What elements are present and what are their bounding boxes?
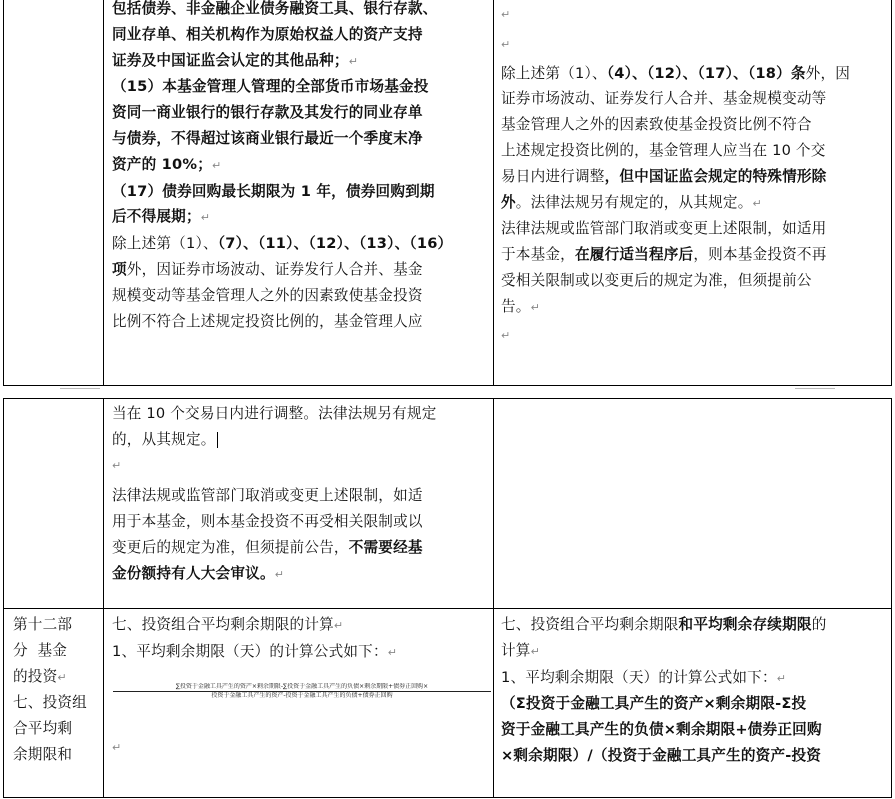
text-line: 法律法规或监管部门取消或变更上述限制，如适 (112, 487, 423, 505)
original-clause-text (112, 0, 490, 334)
paragraph-mark: ↵ (387, 645, 398, 659)
text-line: 与债券，不得超过该商业银行最近一个季度末净 (112, 129, 423, 147)
comparison-table-top (3, 0, 892, 386)
paragraph-mark: ↵ (530, 300, 541, 314)
page-break-separator (60, 386, 835, 398)
text-line: （17）债券回购最长期限为 1 年，债券回购到期 (112, 182, 435, 200)
paragraph-mark: ↵ (348, 54, 359, 68)
text-line: 资同一商业银行的银行存款及其发行的同业存单 (112, 104, 423, 122)
paragraph-mark: ↵ (112, 741, 122, 754)
text-line: 资产的 10%； (112, 155, 212, 173)
paragraph-mark: ↵ (501, 37, 511, 51)
original-clause-continued (112, 401, 490, 588)
paragraph-mark: ↵ (57, 670, 67, 684)
text-line: ，则本基金投资不再 (693, 246, 827, 264)
paragraph-mark: ↵ (200, 211, 211, 225)
paragraph-mark: ↵ (212, 158, 222, 172)
section-column (4, 0, 104, 385)
text-line-bold: ，但中国证监会规定的特殊情形除 (604, 167, 827, 185)
section-heading: 七、投资组合平均剩余期限的计算 (112, 616, 334, 633)
paragraph-mark: ↵ (501, 8, 511, 21)
text-line: 七、投资组 (13, 694, 87, 712)
text-line: 法律法规或监管部门取消或变更上述限制，如适用 (501, 220, 827, 238)
formula-image (113, 683, 491, 700)
section-heading: 七、投资组合平均剩余期限 (501, 616, 679, 633)
formula-line: ×剩余期限）/（投资于金融工具产生的资产-投资 (501, 746, 822, 764)
text-line: 于本基金， (501, 246, 575, 264)
text-line-bold: 项 (112, 260, 127, 278)
text-line: 的投资 (13, 667, 58, 685)
text-line: 规模变动等基金管理人之外的因素致使基金投资 (112, 286, 423, 304)
text-line: 。法律法规另有规定的，从其规定。 (515, 193, 753, 211)
formula-denominator: 投资于金融工具产生的资产-投资于金融工具产生的负债+债券正回购 (211, 692, 393, 699)
text-line: 变更后的规定为准，但须提前公告， (112, 538, 349, 556)
text-cursor (217, 432, 218, 448)
text-line: 余期限和 (13, 745, 73, 763)
text-line: 除上述第（1）、 (112, 235, 218, 253)
section-label (13, 612, 101, 768)
text-line: 除上述第（1）、 (501, 64, 607, 82)
text-line: 证券市场波动、证券发行人合并、基金规模变动等 (501, 90, 827, 108)
text-line-bold: 和平均剩余存续期限 (678, 616, 812, 633)
text-line: 受相关限制或以变更后的规定为准，但须提前公 (501, 271, 812, 289)
paragraph-mark: ↵ (333, 619, 344, 632)
text-line: 后不得展期； (112, 208, 201, 226)
text-line: 第十二部 (13, 616, 73, 633)
text-line: 同业存单、相关机构作为原始权益人的资产支持 (112, 25, 423, 43)
paragraph-mark: ↵ (112, 458, 122, 472)
paragraph-mark: ↵ (501, 328, 511, 342)
revised-clause-text (501, 2, 887, 348)
text-line-bold: （4）、（12）、（17）、（18）条 (606, 64, 806, 82)
text-line: 合平均剩 (13, 720, 73, 738)
text-line: 易日内进行调整 (501, 167, 605, 185)
comparison-table-bottom (3, 398, 892, 798)
text-line: 外，因 (805, 64, 851, 82)
text-line-bold: 不需要经基 (348, 538, 423, 556)
formula-line: 资于金融工具产生的负债×剩余期限+债券正回购 (501, 721, 822, 739)
original-formula-cell (104, 608, 494, 799)
text-line-bold: 金份额持有人大会审议。 (112, 564, 275, 582)
paragraph-mark: ↵ (752, 196, 762, 210)
text-line: 包括债券、非金融企业债务融资工具、银行存款、 (112, 0, 438, 17)
text-line: 外，因证券市场波动、证券发行人合并、基金 (126, 260, 423, 278)
text-line: 计算 (501, 641, 531, 659)
text-line: 1、平均剩余期限（天）的计算公式如下： (112, 642, 388, 660)
text-line: 1、平均剩余期限（天）的计算公式如下： (501, 668, 777, 686)
text-line-bold: 外 (501, 193, 516, 211)
text-line: 分 基金 (13, 641, 68, 659)
paragraph-mark: ↵ (274, 567, 285, 581)
formula-numerator: ∑投资于金融工具产生的资产×剩余期限-∑投资于金融工具产生的负债×剩余期限+债券正回购× (113, 683, 491, 692)
formula-line: （Σ投资于金融工具产生的资产×剩余期限-Σ投 (501, 695, 807, 713)
text-line: 证券及中国证监会认定的其他品种； (112, 51, 349, 69)
paragraph-mark: ↵ (530, 644, 541, 658)
text-line: 的 (811, 616, 827, 633)
text-line: 上述规定投资比例的，基金管理人应当在 10 个交 (501, 141, 826, 159)
paragraph-mark: ↵ (776, 671, 787, 685)
text-line: 基金管理人之外的因素致使基金投资比例不符合 (501, 116, 812, 134)
text-line: 的，从其规定。 (112, 430, 216, 448)
text-line: 当在 10 个交易日内进行调整。法律法规另有规定 (112, 405, 437, 422)
text-line: 告。 (501, 297, 531, 315)
text-line-bold: （7）、（11）、（12）、（13）、（16） (217, 235, 453, 253)
text-line: 比例不符合上述规定投资比例的，基金管理人应 (112, 312, 423, 330)
text-line: （15）本基金管理人管理的全部货币市场基金投 (112, 78, 429, 96)
text-line: 用于本基金，则本基金投资不再受相关限制或以 (112, 513, 423, 531)
revised-formula-cell (501, 612, 887, 769)
text-line-bold: 在履行适当程序后 (574, 246, 694, 264)
